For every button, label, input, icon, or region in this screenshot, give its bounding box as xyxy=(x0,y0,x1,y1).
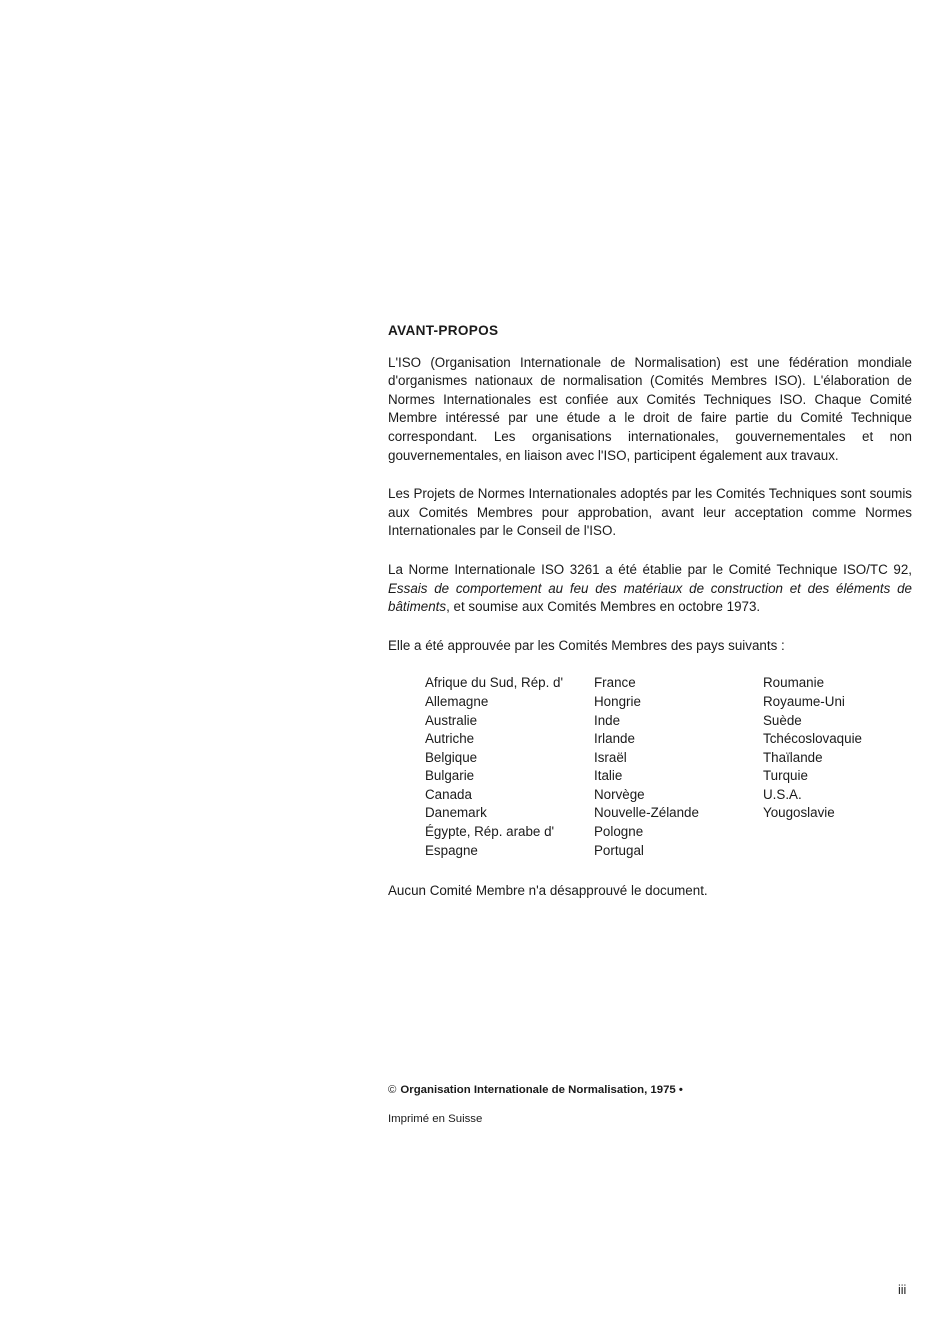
countries-column-2 xyxy=(594,674,763,860)
country-name: Égypte, Rép. arabe d' xyxy=(425,824,555,840)
country-name: Belgique xyxy=(425,749,478,765)
country-name: Portugal xyxy=(594,842,644,858)
country-name: Norvège xyxy=(594,786,645,802)
countries-column-1 xyxy=(425,674,594,860)
country-name: Hongrie xyxy=(594,693,641,709)
paragraph-approval-intro: Elle a été approuvée par les Comités Membres des pays suivants : xyxy=(388,637,785,653)
paragraph-no-disapproval: Aucun Comité Membre n'a désapprouvé le document. xyxy=(388,883,708,899)
standard-origin-text: La Norme Internationale ISO 3261 a été établie par le Comité Technique ISO/TC 92, xyxy=(388,561,912,577)
country-name: Australie xyxy=(425,712,478,728)
country-name: Royaume-Uni xyxy=(763,693,845,709)
country-name: Autriche xyxy=(425,731,475,747)
standard-origin-tail: , et soumise aux Comités Membres en octobre 1973. xyxy=(446,599,761,615)
country-name: Espagne xyxy=(425,842,478,858)
copyright-icon: © xyxy=(388,1084,397,1096)
country-name: Afrique du Sud, Rép. d' xyxy=(425,675,564,691)
country-name: Allemagne xyxy=(425,693,489,709)
country-name: Bulgarie xyxy=(425,768,475,784)
country-name: Roumanie xyxy=(763,675,825,691)
paragraph-draft-standards: Les Projets de Normes Internationales adoptés par les Comités Techniques sont soumis aux Comités Membres pour approbation, avant leur acceptation comme Normes Internationales par le Conseil de l'ISO. xyxy=(388,486,912,539)
country-name: Canada xyxy=(425,786,472,802)
country-name: Suède xyxy=(763,712,802,728)
country-name: Irlande xyxy=(594,731,635,747)
paragraph-iso-intro: L'ISO (Organisation Internationale de Normalisation) est une fédération mondiale d'organismes nationaux de normalisation (Comités Membres ISO). L'élaboration de Normes Internationales est confiée aux Comités Techniques ISO. Chaque Comité Membre intéressé par une étude a le droit de faire partie du Comité Technique correspondant. Les organisations internationales, gouvernementales et non gouvernementales, en liaison avec l'ISO, participent également aux travaux. xyxy=(388,354,912,463)
country-name: Inde xyxy=(594,712,621,728)
country-name: Yougoslavie xyxy=(763,805,835,821)
copyright-notice xyxy=(388,1084,683,1096)
country-name: Turquie xyxy=(763,768,808,784)
country-name: Thaïlande xyxy=(763,749,823,765)
country-name: France xyxy=(594,675,636,691)
country-name: U.S.A. xyxy=(763,786,802,802)
country-name: Pologne xyxy=(594,824,644,840)
countries-column-3 xyxy=(763,674,862,860)
country-name: Italie xyxy=(594,768,623,784)
page-number: iii xyxy=(898,1283,907,1297)
country-name: Danemark xyxy=(425,805,487,821)
country-name: Israël xyxy=(594,749,627,765)
country-name: Nouvelle-Zélande xyxy=(594,805,699,821)
foreword-section xyxy=(388,322,912,901)
printed-in-notice: Imprimé en Suisse xyxy=(388,1113,483,1125)
paragraph-standard-origin xyxy=(388,561,912,617)
copyright-text: Organisation Internationale de Normalisation, 1975 • xyxy=(400,1084,683,1096)
member-countries-list xyxy=(425,674,912,860)
foreword-heading: AVANT-PROPOS xyxy=(388,323,499,338)
committee-title: Essais de comportement au feu des matériaux de construction et des éléments de bâtiments xyxy=(388,580,912,615)
country-name: Tchécoslovaquie xyxy=(763,731,863,747)
